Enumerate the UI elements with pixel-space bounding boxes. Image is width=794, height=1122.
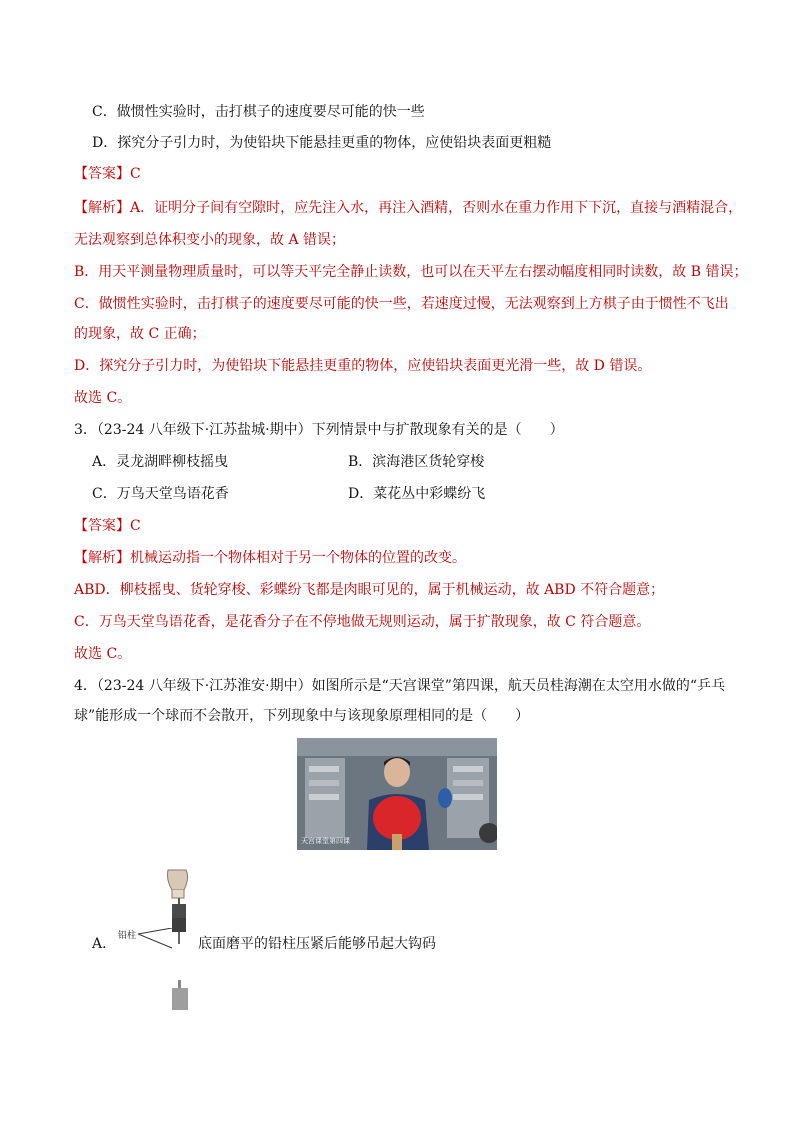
q3-analysis-line-3: C．万鸟天堂鸟语花香，是花香分子在不停地做无规则运动，属于扩散现象，故 C 符合题意。 xyxy=(74,614,651,630)
photo-illustration xyxy=(297,738,497,850)
q2-analysis-line-6: D．探究分子引力时，为使铅块下能悬挂更重的物体，应使铅块表面更光滑一些，故 D 错误。 xyxy=(74,358,652,374)
q3-option-c: C．万鸟天堂鸟语花香 xyxy=(92,486,229,502)
q4-option-a-letter: A． xyxy=(92,936,117,952)
q2-analysis-line-2: 无法观察到总体积变小的现象，故 A 错误； xyxy=(74,232,346,248)
q3-analysis-line-4: 故选 C。 xyxy=(74,646,132,662)
q3-option-a: A．灵龙湖畔柳枝摇曳 xyxy=(92,454,229,470)
lead-cylinder-label: 铅柱 xyxy=(118,931,137,941)
q3-answer: 【答案】C xyxy=(74,518,141,534)
q2-analysis-line-1: 【解析】A．证明分子间有空隙时，应先注入水，再注入酒精，否则水在重力作用下下沉，直接与酒精混合， xyxy=(74,200,743,216)
label-pointer-lines xyxy=(138,928,178,952)
q3-analysis-line-1: 【解析】机械运动指一个物体相对于另一个物体的位置的改变。 xyxy=(74,550,466,566)
q3-analysis-line-2: ABD．柳枝摇曳、货轮穿梭、彩蝶纷飞都是肉眼可见的，属于机械运动，故 ABD 不符合题意； xyxy=(74,582,665,598)
photo-caption: 天宫课堂第四课 xyxy=(301,837,350,845)
q2-analysis-line-4: C．做惯性实验时，击打棋子的速度要尽可能的快一些，若速度过慢，无法观察到上方棋子由于惯性不飞出 xyxy=(74,296,729,312)
q2-option-c: C．做惯性实验时，击打棋子的速度要尽可能的快一些 xyxy=(92,104,425,120)
q4-stem-line-1: 4．（23-24 八年级下·江苏淮安·期中）如图所示是“天宫课堂”第四课，航天员桂海潮在太空用水做的“乒乓 xyxy=(74,678,726,694)
q3-stem: 3．（23-24 八年级下·江苏盐城·期中）下列情景中与扩散现象有关的是（ ） xyxy=(74,422,564,438)
tiangong-classroom-photo xyxy=(297,738,497,850)
q4-option-a-text: 底面磨平的铅柱压紧后能够吊起大钩码 xyxy=(198,936,436,952)
q3-option-d: D．菜花丛中彩蝶纷飞 xyxy=(348,486,486,502)
q3-option-b: B．滨海港区货轮穿梭 xyxy=(348,454,485,470)
q2-analysis-line-5: 的现象，故 C 正确； xyxy=(74,326,206,342)
q2-answer: 【答案】C xyxy=(74,166,141,182)
q2-analysis-line-7: 故选 C。 xyxy=(74,390,132,406)
q2-option-d: D．探究分子引力时，为使铅块下能悬挂更重的物体，应使铅块表面更粗糙 xyxy=(92,135,552,151)
q2-analysis-line-3: B．用天平测量物理质量时，可以等天平完全静止读数，也可以在天平左右摆动幅度相同时读数，故 B 错误； xyxy=(74,264,748,280)
q4-stem-line-2: 球”能形成一个球而不会散开，下列现象中与该现象原理相同的是（ ） xyxy=(74,708,530,724)
